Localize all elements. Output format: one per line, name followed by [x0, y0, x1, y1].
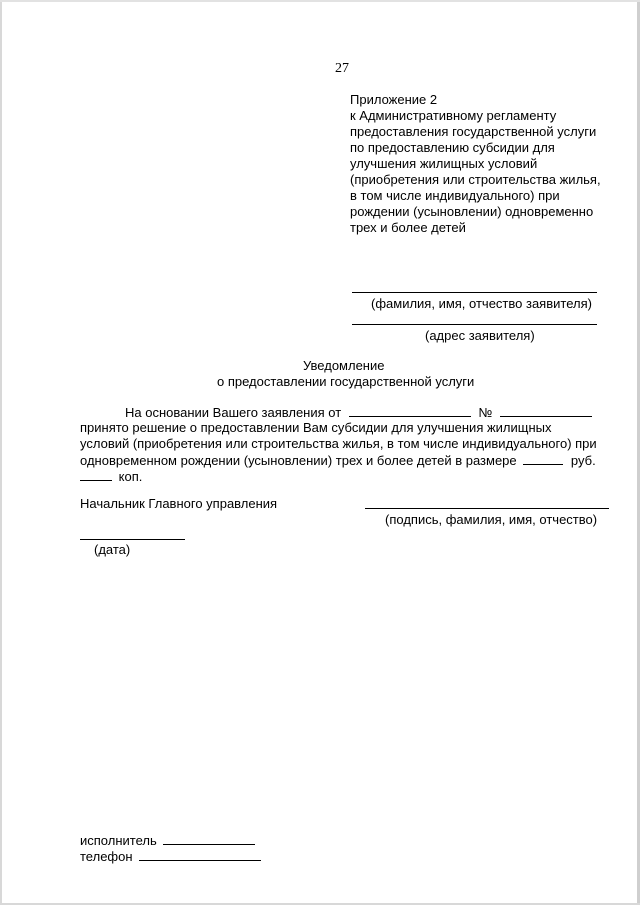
rub-label: руб.	[570, 453, 596, 468]
body-line-2: принято решение о предоставлении Вам субсидии для улучшения жилищных	[80, 420, 552, 435]
phone-row	[80, 848, 261, 865]
notice-subtitle: о предоставлении государственной услуги	[217, 374, 475, 389]
body-line-1	[125, 404, 592, 421]
signature-caption: (подпись, фамилия, имя, отчество)	[385, 512, 598, 527]
appendix-line: предоставления государственной услуги	[350, 124, 597, 139]
appendix-line: улучшения жилищных условий	[350, 156, 538, 171]
appendix-line: по предоставлению субсидии для	[350, 140, 555, 155]
applicant-address-caption: (адрес заявителя)	[425, 328, 535, 343]
body-amount-text: одновременном рождении (усыновлении) трех и более детей в размере	[80, 453, 517, 468]
signature-line	[365, 508, 609, 509]
date-line	[80, 539, 185, 540]
page-edge-top	[0, 0, 640, 2]
executor-row	[80, 832, 255, 849]
number-sign: №	[478, 405, 493, 420]
executor-label: исполнитель	[80, 833, 157, 848]
kop-amount-blank	[80, 468, 112, 481]
executor-blank	[163, 832, 255, 845]
body-line-5	[80, 468, 142, 485]
page-number: 27	[335, 61, 349, 76]
applicant-name-line	[352, 292, 597, 293]
body-application-text: На основании Вашего заявления от	[125, 405, 342, 420]
appendix-line: рождении (усыновлении) одновременно	[350, 204, 594, 219]
kop-label: коп.	[118, 469, 143, 484]
applicant-address-line	[352, 324, 597, 325]
notice-title: Уведомление	[303, 358, 385, 373]
chief-label: Начальник Главного управления	[80, 496, 278, 511]
application-number-blank	[500, 404, 592, 417]
body-line-4	[80, 452, 596, 469]
appendix-line: (приобретения или строительства жилья,	[350, 172, 601, 187]
applicant-name-caption: (фамилия, имя, отчество заявителя)	[371, 296, 592, 311]
phone-label: телефон	[80, 849, 133, 864]
appendix-line: трех и более детей	[350, 220, 466, 235]
rub-amount-blank	[523, 452, 563, 465]
phone-blank	[139, 848, 261, 861]
body-line-3: условий (приобретения или строительства жилья, в том числе индивидуального) при	[80, 436, 597, 451]
appendix-line: в том числе индивидуального) при	[350, 188, 560, 203]
appendix-line: к Административному регламенту	[350, 108, 557, 123]
application-date-blank	[349, 404, 471, 417]
page-edge-left	[0, 0, 2, 905]
date-caption: (дата)	[94, 542, 131, 557]
appendix-line: Приложение 2	[350, 92, 438, 107]
